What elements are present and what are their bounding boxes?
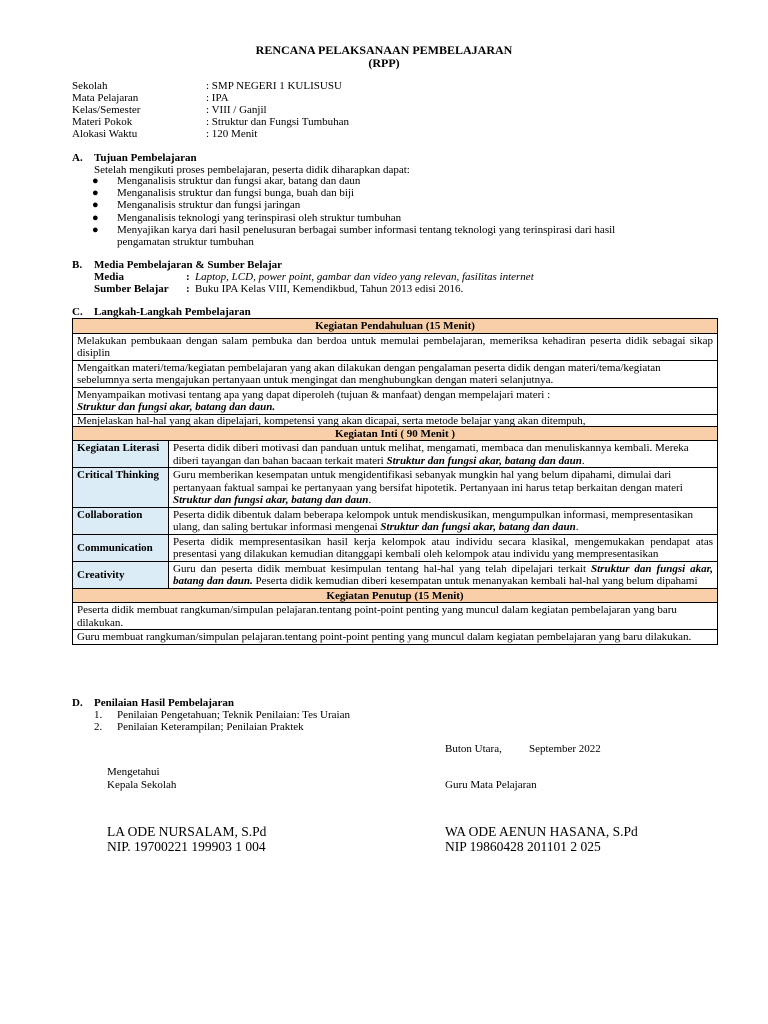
table-row [73,360,718,387]
list-number: 1. [94,709,103,721]
media-colon: : [186,271,190,283]
list-item: Penilaian Keterampilan; Penilaian Praktek [117,721,304,733]
core-tail: Peserta didik kemudian diberi kesempatan untuk menanyakan kembali hal-hal yang belum dipahami [252,575,698,587]
core-text: Peserta didik diberi motivasi dan panduan untuk melihat, mengamati, membaca dan menuliskannya kembali. Mereka diberi tayangan dan bahan bacaan terkait materi [173,442,689,467]
table-row [73,534,718,561]
core-cell [169,441,718,468]
left-signer-nip: NIP. 19700221 199903 1 004 [107,839,266,854]
core-emphasis: Struktur dan fungsi akar, batang dan daun [380,521,576,533]
list-number: 2. [94,721,103,733]
media-label: Media [94,271,124,283]
core-text: Guru dan peserta didik membuat kesimpulan tentang hal-hal yang telah dipelajari terkait [173,562,587,575]
core-header: Kegiatan Inti ( 90 Menit ) [73,426,718,441]
list-item: Menganalisis struktur dan fungsi akar, batang dan daun [117,175,361,187]
identity-value: : Struktur dan Fungsi Tumbuhan [206,116,350,128]
bullet-icon: ● [92,212,99,224]
identity-value: : 120 Menit [206,128,258,140]
core-text: Peserta didik mempresentasikan hasil kerja kelompok atau individu secara klasikal, mengemukakan pendapat atas presentasi yang dilakukan kemudian ditanggapi kembali oleh kelompok atau individu yang mempresentasikan [173,535,713,560]
table-row [73,630,718,645]
source-colon: : [186,283,190,295]
left-role: Kepala Sekolah [107,779,177,791]
closing-header: Kegiatan Penutup (15 Menit) [73,588,718,603]
list-item: Penilaian Pengetahuan; Teknik Penilaian: Tes Uraian [117,709,350,721]
intro-header: Kegiatan Pendahuluan (15 Menit) [73,319,718,334]
section-letter: D. [72,697,83,709]
core-emphasis: Struktur dan fungsi akar, batang dan daun. [173,562,714,587]
bullet-icon: ● [92,187,99,199]
table-row [73,319,718,334]
identity-value: : VIII / Ganjil [206,104,267,116]
table-row [73,414,718,426]
core-emphasis: Struktur dan fungsi akar, batang dan daun [386,454,582,467]
core-label: Collaboration [73,507,169,534]
core-emphasis: Struktur dan fungsi akar, batang dan daun [173,494,369,506]
identity-value: : SMP NEGERI 1 KULISUSU [206,80,342,92]
table-row [73,468,718,508]
identity-label: Sekolah [72,80,108,92]
bullet-icon: ● [92,199,99,211]
media-value: Laptop, LCD, power point, gambar dan video yang relevan, fasilitas internet [195,271,534,283]
table-row [73,387,718,414]
section-heading: Penilaian Hasil Pembelajaran [94,697,234,709]
core-text: Peserta didik dibentuk dalam beberapa kelompok untuk mendiskusikan, mengumpulkan informasi, mempresentasikan ulang, dan saling bertukar informasi mengenai [173,508,693,533]
table-row [73,561,718,588]
core-cell [169,507,718,534]
page-title: RENCANA PELAKSANAAN PEMBELAJARAN [255,43,513,57]
intro-row: Melakukan pembukaan dengan salam pembuka dan berdoa untuk memulai pembelajaran, memeriksa kehadiran peserta didik sebagai sikap disiplin [73,333,718,360]
bullet-icon: ● [92,175,99,187]
core-cell [169,534,718,561]
core-label: Communication [73,534,169,561]
core-tail: . [368,494,372,506]
intro-row: Menjelaskan hal-hal yang akan dipelajari, kompetensi yang akan dicapai, serta metode belajar yang akan ditempuh, [73,414,718,426]
identity-label: Materi Pokok [72,116,133,128]
right-signer-nip: NIP 19860428 201101 2 025 [445,839,601,854]
core-tail: . [581,454,585,467]
list-item: Menganalisis struktur dan fungsi bunga, buah dan biji [117,187,355,199]
core-cell [169,561,718,588]
source-label: Sumber Belajar [94,283,169,295]
table-row [73,426,718,441]
core-label: Kegiatan Literasi [73,441,169,468]
closing-row: Peserta didik membuat rangkuman/simpulan pelajaran.tentang point-point penting yang muncul dalam kegiatan pembelajaran yang baru dilakukan. [73,603,718,630]
known-label: Mengetahui [107,766,160,778]
table-row [73,603,718,630]
section-letter: B. [72,259,83,271]
right-role: Guru Mata Pelajaran [445,779,537,791]
identity-value: : IPA [206,92,229,104]
learning-steps-table [72,318,718,645]
intro-row-cell [73,387,718,414]
core-tail: . [575,521,579,533]
table-row [73,333,718,360]
intro-row: Mengaitkan materi/tema/kegiatan pembelajaran yang akan dilakukan dengan pengalaman peserta didik dengan materi/tema/kegiatan sebelumnya serta mengajukan pertanyaan untuk mengingat dan menghubungkan dengan materi selanjutnya. [73,360,718,387]
list-item-continuation: pengamatan struktur tumbuhan [117,236,254,248]
identity-label: Kelas/Semester [72,104,141,116]
section-heading: Langkah-Langkah Pembelajaran [94,306,251,318]
right-signer-name: WA ODE AENUN HASANA, S.Pd [445,824,638,839]
table-row [73,588,718,603]
intro-row-text: Menyampaikan motivasi tentang apa yang dapat diperoleh (tujuan & manfaat) dengan mempelajari materi : [77,388,551,401]
core-text: Guru memberikan kesempatan untuk mengidentifikasi sebanyak mungkin hal yang belum dipahami, dimulai dari pertanyaan faktual sampai ke pertanyaan yang bersifat hipotetik. Pertanyaan ini harus tetap berkaitan dengan materi [173,469,683,494]
section-letter: A. [72,152,83,164]
list-item: Menyajikan karya dari hasil penelusuran berbagai sumber informasi tentang teknologi yang terinspirasi dari hasil [117,224,616,236]
identity-label: Alokasi Waktu [72,128,138,140]
page-subtitle: (RPP) [368,56,400,70]
core-label: Creativity [73,561,169,588]
sign-date: September 2022 [529,743,601,755]
section-letter: C. [72,306,83,318]
core-label: Critical Thinking [73,468,169,508]
sign-place: Buton Utara, [445,743,502,755]
core-cell [169,468,718,508]
list-item: Menganalisis struktur dan fungsi jaringan [117,199,301,211]
source-value: Buku IPA Kelas VIII, Kemendikbud, Tahun 2013 edisi 2016. [195,283,464,295]
section-intro: Setelah mengikuti proses pembelajaran, peserta didik diharapkan dapat: [94,164,410,176]
identity-label: Mata Pelajaran [72,92,139,104]
section-heading: Tujuan Pembelajaran [94,152,197,164]
list-item: Menganalisis teknologi yang terinspirasi oleh struktur tumbuhan [117,212,402,224]
table-row [73,507,718,534]
closing-row: Guru membuat rangkuman/simpulan pelajaran.tentang point-point penting yang muncul dalam kegiatan pembelajaran yang baru dilakukan. [73,630,718,645]
bullet-icon: ● [92,224,99,236]
left-signer-name: LA ODE NURSALAM, S.Pd [107,824,267,839]
section-heading: Media Pembelajaran & Sumber Belajar [94,259,282,271]
intro-row-emphasis: Struktur dan fungsi akar, batang dan daun. [77,401,276,413]
table-row [73,441,718,468]
